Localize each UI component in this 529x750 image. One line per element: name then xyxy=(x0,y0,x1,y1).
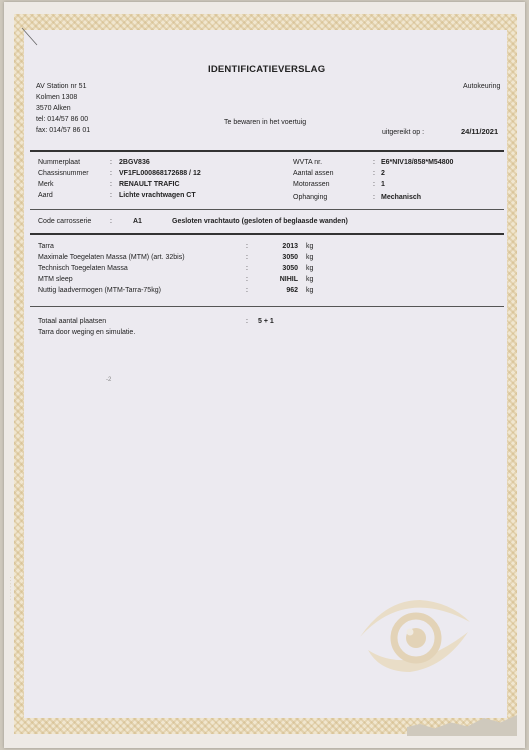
mass-value-mtm: 3050 xyxy=(282,254,298,261)
make-sep: : xyxy=(110,181,112,188)
seats-label: Totaal aantal plaatsen xyxy=(38,318,107,325)
mass-label-payload: Nuttig laadvermogen (MTM-Tarra-75kg) xyxy=(38,287,161,294)
plate-label: Nummerplaat xyxy=(38,159,81,166)
header-divider xyxy=(30,150,504,152)
wvta-value: E6*NIV18/858*M54800 xyxy=(381,159,454,166)
small-pen-mark: -2 xyxy=(106,377,112,383)
motoraxles-label: Motorassen xyxy=(293,181,330,188)
suspension-value: Mechanisch xyxy=(381,194,422,201)
chassis-value: VF1FL000868172688 / 12 xyxy=(119,170,201,177)
mass-unit: kg xyxy=(306,243,314,250)
station-fax: fax: 014/57 86 01 xyxy=(36,127,91,134)
wvta-label: WVTA nr. xyxy=(293,159,323,166)
mass-sep: : xyxy=(246,265,248,272)
brand-label: Autokeuring xyxy=(463,83,501,90)
mass-label-mtm: Maximale Toegelaten Massa (MTM) (art. 32bis) xyxy=(38,254,185,261)
station-line-1: AV Station nr 51 xyxy=(36,83,87,90)
mass-label-towing: MTM sleep xyxy=(38,276,73,283)
eye-watermark-logo xyxy=(350,592,480,682)
kind-value: Lichte vrachtwagen CT xyxy=(119,192,196,199)
station-line-3: 3570 Alken xyxy=(36,105,71,112)
side-print-code: · · · · · · · · xyxy=(8,576,14,600)
mass-label-technical: Technisch Toegelaten Massa xyxy=(38,265,128,272)
station-line-2: Kolmen 1308 xyxy=(36,94,78,101)
suspension-sep: : xyxy=(373,194,375,201)
mass-sep: : xyxy=(246,243,248,250)
chassis-label: Chassisnummer xyxy=(38,170,89,177)
kind-label: Aard xyxy=(38,192,53,199)
suspension-label: Ophanging xyxy=(293,194,328,201)
mass-label-tarra: Tarra xyxy=(38,243,54,250)
axles-sep: : xyxy=(373,170,375,177)
make-value: RENAULT TRAFIC xyxy=(119,181,180,188)
plate-sep: : xyxy=(110,159,112,166)
mass-value-payload: 962 xyxy=(286,287,298,294)
mass-sep: : xyxy=(246,254,248,261)
mass-sep: : xyxy=(246,287,248,294)
kind-sep: : xyxy=(110,192,112,199)
mass-value-tarra: 2013 xyxy=(282,243,298,250)
mass-unit: kg xyxy=(306,276,314,283)
vehicle-divider xyxy=(30,209,504,210)
axles-value: 2 xyxy=(381,170,385,177)
issued-date: 24/11/2021 xyxy=(461,127,499,136)
mass-sep: : xyxy=(246,276,248,283)
chassis-sep: : xyxy=(110,170,112,177)
mass-value-technical: 3050 xyxy=(282,265,298,272)
station-tel: tel: 014/57 86 00 xyxy=(36,116,89,123)
tarra-note: Tarra door weging en simulatie. xyxy=(38,329,136,336)
mass-unit: kg xyxy=(306,287,314,294)
body-code-label: Code carrosserie xyxy=(38,218,92,225)
seats-value: 5 + 1 xyxy=(258,318,274,325)
make-label: Merk xyxy=(38,181,54,188)
body-code-sep: : xyxy=(110,218,112,225)
body-code-description: Gesloten vrachtauto (gesloten of beglaasde wanden) xyxy=(172,218,348,225)
motoraxles-value: 1 xyxy=(381,181,385,188)
keep-in-vehicle-note: Te bewaren in het voertuig xyxy=(224,119,307,126)
plate-value: 2BGV836 xyxy=(119,159,150,166)
document-title: IDENTIFICATIEVERSLAG xyxy=(208,64,326,75)
masses-divider xyxy=(30,306,504,307)
body-code-divider xyxy=(30,233,504,235)
mass-unit: kg xyxy=(306,265,314,272)
seats-sep: : xyxy=(246,318,248,325)
mass-unit: kg xyxy=(306,254,314,261)
body-code-value: A1 xyxy=(133,218,142,225)
pen-stroke-mark xyxy=(20,26,40,48)
motoraxles-sep: : xyxy=(373,181,375,188)
axles-label: Aantal assen xyxy=(293,170,334,177)
issued-label: uitgereikt op : xyxy=(382,129,425,136)
wvta-sep: : xyxy=(373,159,375,166)
mass-value-towing: NIHIL xyxy=(279,276,298,283)
